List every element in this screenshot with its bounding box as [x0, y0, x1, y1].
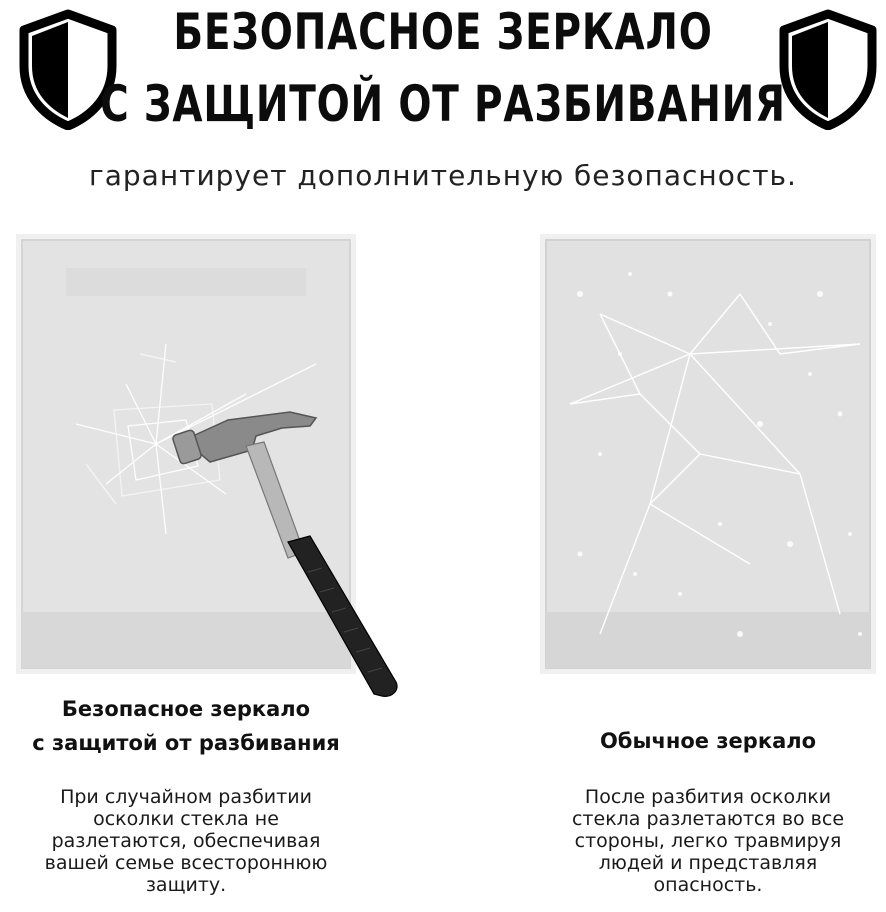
left-title-line1: Безопасное зеркало	[61, 697, 311, 721]
right-desc-line: стороны, легко травмируя	[574, 830, 842, 852]
right-desc-line: После разбития осколки	[584, 786, 832, 808]
right-desc-line: стекла разлетаются во все	[571, 808, 845, 830]
headline-line2: С ЗАЩИТОЙ ОТ РАЗБИВАНИЯ	[100, 75, 786, 133]
right-caption-title: Обычное зеркало	[599, 729, 817, 753]
left-desc-line: вашей семье всестороннюю	[44, 852, 328, 874]
hammer-icon	[170, 392, 410, 712]
left-desc-line: разлетаются, обеспечивая	[51, 830, 321, 852]
left-caption-title	[0, 692, 372, 760]
left-desc-line: защиту.	[145, 874, 227, 896]
left-desc-line: осколки стекла не	[93, 808, 279, 830]
right-desc-line: опасность.	[653, 874, 763, 896]
left-description	[14, 786, 358, 896]
right-description	[530, 786, 886, 896]
left-desc-line: При случайном разбитии	[60, 786, 312, 808]
subtitle: гарантирует дополнительную безопасность.	[89, 159, 797, 192]
headline-line1: БЕЗОПАСНОЕ ЗЕРКАЛО	[173, 3, 713, 61]
shield-icon-right	[776, 8, 880, 130]
ordinary-mirror-image	[540, 234, 876, 674]
right-desc-line: людей и представляя	[598, 852, 818, 874]
left-title-line2: с защитой от разбивания	[32, 731, 340, 755]
